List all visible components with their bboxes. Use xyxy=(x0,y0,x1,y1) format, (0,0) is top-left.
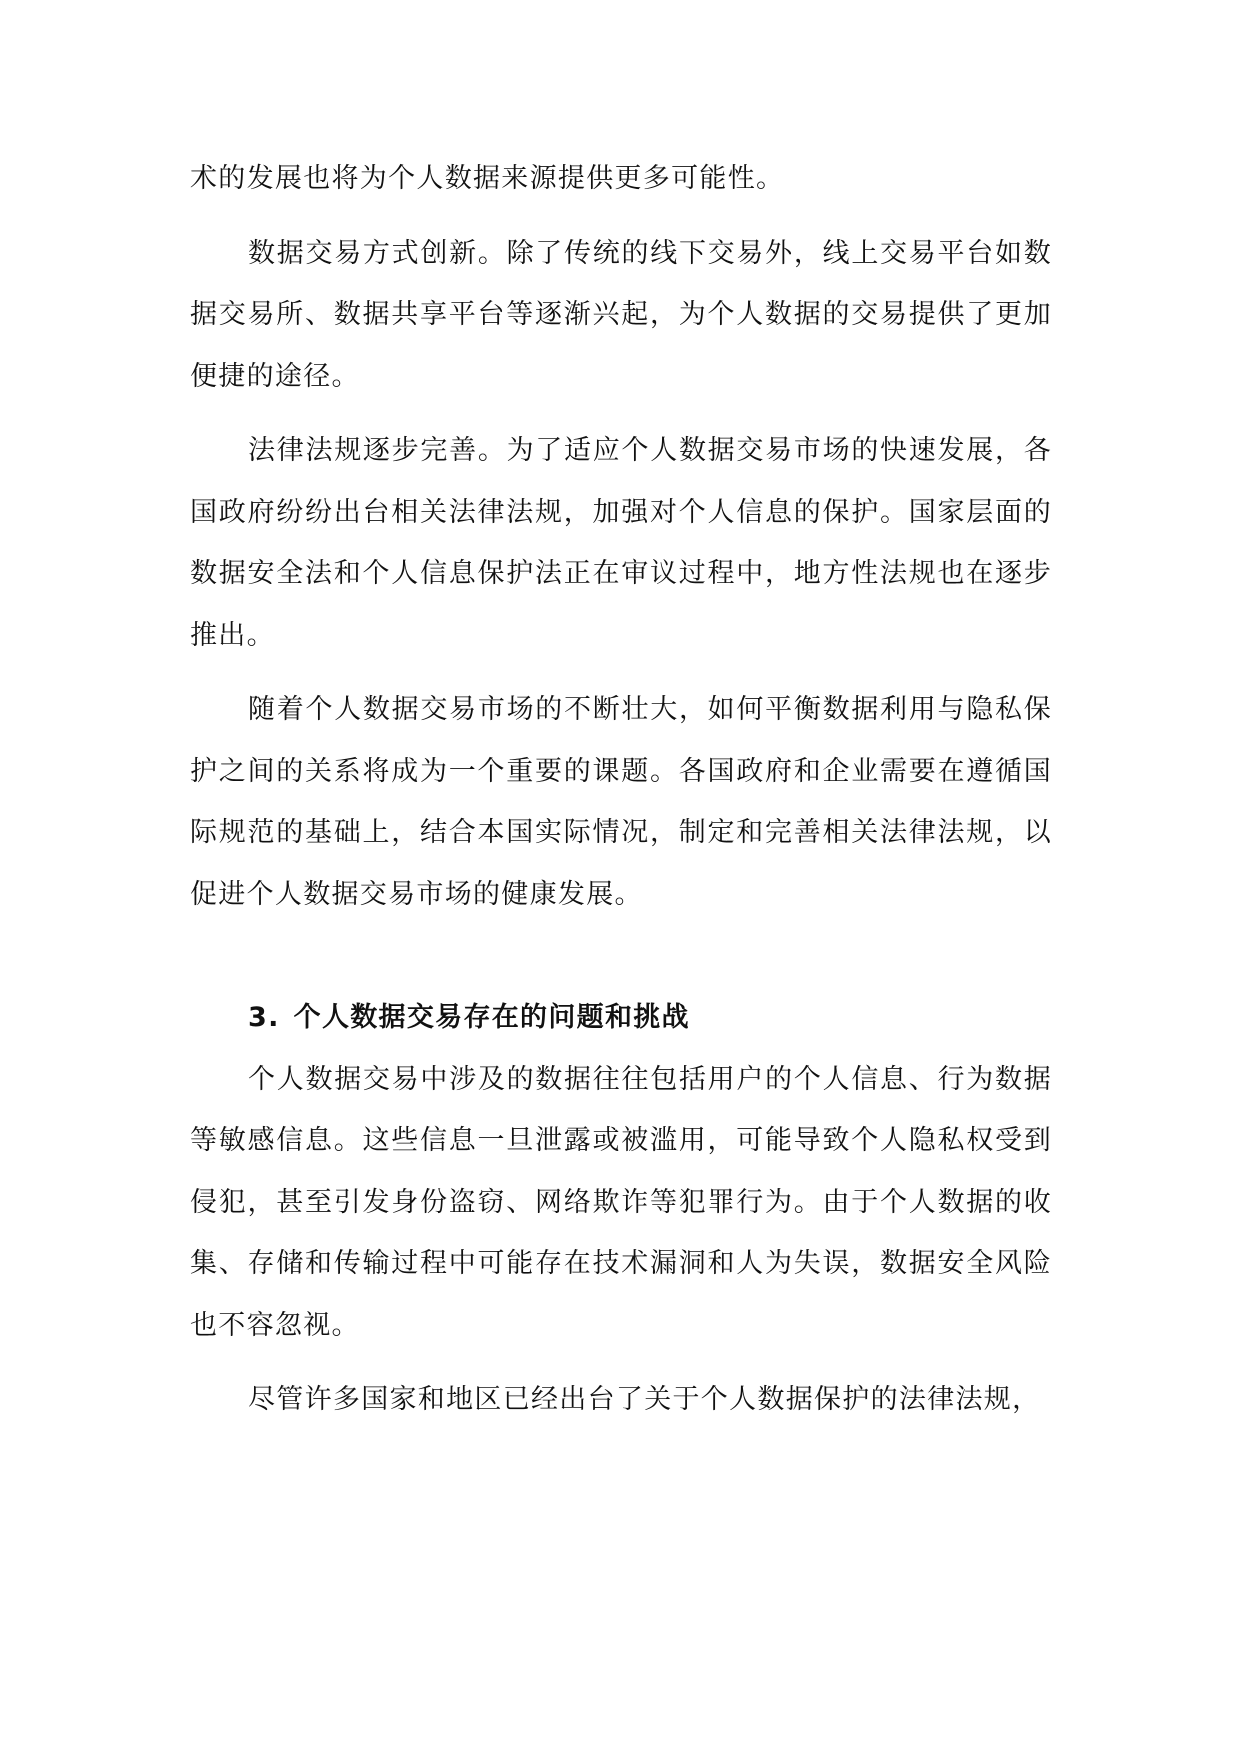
paragraph-sensitive-data-risk: 个人数据交易中涉及的数据往往包括用户的个人信息、行为数据等敏感信息。这些信息一旦泄露或被滥用，可能导致个人隐私权受到侵犯，甚至引发身份盗窃、网络欺诈等犯罪行为。由于个人数据的收集、存储和传输过程中可能存在技术漏洞和人为失误，数据安全风险也不容忽视。 xyxy=(190,1063,1052,1341)
paragraph-laws-existing: 尽管许多国家和地区已经出台了关于个人数据保护的法律法规， xyxy=(248,1384,1041,1415)
paragraph-laws-improving: 法律法规逐步完善。为了适应个人数据交易市场的快速发展，各国政府纷纷出台相关法律法规，加强对个人信息的保护。国家层面的数据安全法和个人信息保护法正在审议过程中，地方性法规也在逐步推出。 xyxy=(190,435,1052,651)
section-title: 个人数据交易存在的问题和挑战 xyxy=(293,1002,690,1033)
paragraph-data-trading-innovation: 数据交易方式创新。除了传统的线下交易外，线上交易平台如数据交易所、数据共享平台等逐渐兴起，为个人数据的交易提供了更加便捷的途径。 xyxy=(190,237,1052,392)
section-number: 3. xyxy=(248,1002,280,1033)
section-heading xyxy=(190,987,1052,1049)
paragraph-continuation: 术的发展也将为个人数据来源提供更多可能性。 xyxy=(190,163,785,194)
document-body xyxy=(190,148,1052,1431)
paragraph-privacy-balance: 随着个人数据交易市场的不断壮大，如何平衡数据利用与隐私保护之间的关系将成为一个重要的课题。各国政府和企业需要在遵循国际规范的基础上，结合本国实际情况，制定和完善相关法律法规，以促进个人数据交易市场的健康发展。 xyxy=(190,694,1052,910)
